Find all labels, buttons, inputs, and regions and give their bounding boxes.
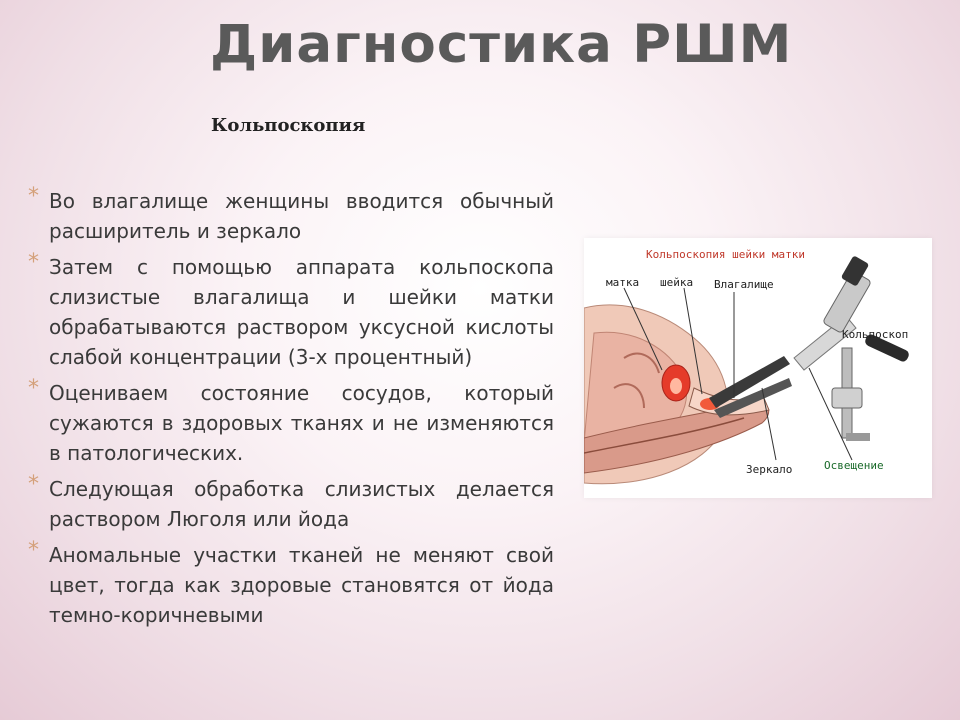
bullet-star-icon: * bbox=[28, 376, 39, 401]
page-title: Диагностика РШМ bbox=[210, 14, 793, 75]
bullet-text: Затем с помощью аппарата кольпоскопа слизистые влагалища и шейки матки обрабатываются раствором уксусной кислоты слабой концентрации (3-х процентный) bbox=[49, 255, 554, 369]
bullet-item bbox=[28, 378, 554, 468]
bullet-list bbox=[28, 186, 554, 636]
bullet-star-icon: * bbox=[28, 538, 39, 563]
label-uterus: матка bbox=[606, 276, 640, 289]
colposcopy-illustration bbox=[584, 238, 932, 498]
bullet-item bbox=[28, 186, 554, 246]
bullet-text: Аномальные участки тканей не меняют свой цвет, тогда как здоровые становятся от йода темно-коричневыми bbox=[49, 543, 554, 627]
figure-title: Кольпоскопия шейки матки bbox=[646, 248, 805, 261]
label-cervix: шейка bbox=[660, 276, 694, 289]
bullet-star-icon: * bbox=[28, 250, 39, 275]
bullet-star-icon: * bbox=[28, 184, 39, 209]
label-colposcope: Кольпоскоп bbox=[842, 328, 909, 341]
bullet-star-icon: * bbox=[28, 472, 39, 497]
label-light: Освещение bbox=[824, 459, 884, 472]
label-speculum: Зеркало bbox=[746, 463, 793, 476]
bullet-text: Оцениваем состояние сосудов, который сужаются в здоровых тканях и не изменяются в патологических. bbox=[49, 381, 554, 465]
bullet-item bbox=[28, 252, 554, 372]
bullet-text: Следующая обработка слизистых делается раствором Люголя или йода bbox=[49, 477, 554, 531]
bullet-text: Во влагалище женщины вводится обычный расширитель и зеркало bbox=[49, 189, 554, 243]
bullet-item bbox=[28, 540, 554, 630]
label-vagina: Влагалище bbox=[714, 278, 774, 291]
bullet-item bbox=[28, 474, 554, 534]
page-subtitle: Кольпоскопия bbox=[211, 115, 366, 136]
